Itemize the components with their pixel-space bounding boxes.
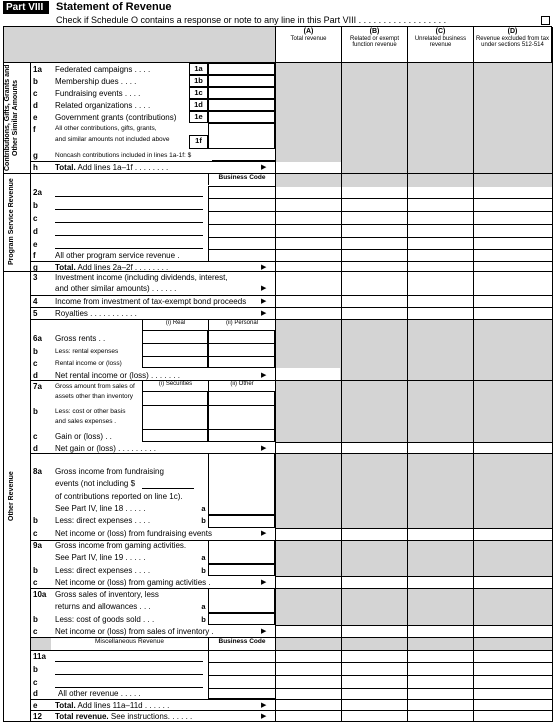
line-10a-num: 10a [33,590,47,599]
line-2c-field[interactable] [55,222,203,223]
row-divider [30,699,552,700]
line-10b-num: b [33,615,38,624]
arrow-icon: ▶ [261,310,267,317]
row-divider [208,198,552,199]
business-code-header: Business Code [208,174,275,185]
line-1g-text: Noncash contributions included in lines 1a-1f: $ [55,152,192,159]
line-4-num: 4 [33,297,38,306]
line-11e-total: Total. [55,701,76,710]
line-8b-field[interactable] [208,515,275,528]
line-8a-box: a [201,504,206,513]
line-9b-box: b [201,566,206,575]
schedule-o-check-text: Check if Schedule O contains a response or note to any line in this Part VIII . . . . . . . . . . . . . . . . . . [56,15,447,25]
line-8c-num: c [33,529,38,538]
line-7b-text2: and sales expenses . [55,418,117,425]
line-1f-num: f [33,125,36,134]
line-2g-text: Add lines 2a–2f . . . . . . . . [77,263,169,272]
part-label: Part VIII [3,1,49,14]
personal-header: (ii) Personal [208,320,275,330]
col-line-d [473,63,474,722]
row-divider [275,625,552,626]
col-line-right [552,27,553,722]
line-7a-text1: Gross amount from sales of [55,383,135,390]
row-divider [208,688,552,689]
arrow-icon: ▶ [261,445,267,452]
line-1d-text: Related organizations . . . . [55,101,151,110]
arrow-icon: ▶ [261,285,267,292]
line-2b-field[interactable] [55,209,203,210]
shade-contrib-bcd [341,63,552,173]
line-9a-box: a [201,553,206,562]
line-7a-text2: assets other than inventory [55,393,134,400]
line-1h-total-field[interactable] [276,162,340,172]
line-10a-box: a [201,602,206,611]
line-1b-text: Membership dues . . . . [55,77,137,86]
line-8a-text2: events (not including $ [55,479,136,488]
real-header: (i) Real [142,320,208,330]
section-other: Other Revenue [8,471,15,522]
line-11c-field[interactable] [55,687,203,688]
line-2d-field[interactable] [55,235,203,236]
line-11e-num: e [33,701,38,710]
line-1c-text: Fundraising events . . . . [55,89,141,98]
row-divider [208,662,552,663]
misc-business-code-header: Business Code [208,638,275,650]
line-1e-field[interactable] [208,111,275,123]
col-c-header: (C) Unrelated business revenue [407,27,473,63]
line-1d-box: 1d [189,99,208,111]
line-11e-text: Add lines 11a–11d . . . . . . [77,701,170,710]
line-1a-num: 1a [33,65,42,74]
line-11d-num: d [33,689,38,698]
sales-other-fields[interactable] [208,391,275,442]
section-program: Program Service Revenue [8,178,15,266]
row-divider [208,224,552,225]
line-1a-text: Federated campaigns . . . . [55,65,151,74]
line-2c-num: c [33,214,38,223]
line-8a-num: 8a [33,467,42,476]
line-7b-text1: Less: cost or other basis [55,408,126,415]
col-d-header: (D) Revenue excluded from tax under sections 512-514 [473,27,552,63]
line-1h-total: Total. [55,163,76,172]
line-1h-num: h [33,163,38,172]
line-9a-text2: See Part IV, line 19 . . . . . [55,553,146,562]
line-9c-num: c [33,578,38,587]
line-7d-num: d [33,444,38,453]
line-7b-num: b [33,407,38,416]
line-3-text1: Investment income (including dividends, interest, [55,273,228,282]
line-3-num: 3 [33,273,38,282]
line-9b-num: b [33,566,38,575]
line-6a-text: Gross rents . . [55,334,106,343]
arrow-icon: ▶ [261,713,267,720]
arrow-icon: ▶ [261,628,267,635]
row-divider [30,295,552,296]
line-2f-num: f [33,251,36,260]
line-1f-box: 1f [189,135,208,149]
bottom-border [3,721,552,722]
line-3-text2: and other similar amounts) . . . . . . [55,284,177,293]
line-9a-text1: Gross income from gaming activities. [55,541,187,550]
other-header: (ii) Other [208,381,275,391]
line-8a-text1: Gross income from fundraising [55,467,164,476]
arrow-icon: ▶ [261,264,267,271]
line-11b-num: b [33,665,38,674]
line-6d-field[interactable] [276,368,340,380]
line-6d-text: Net rental income or (loss) . . . . . . . [55,371,180,380]
row-divider [30,307,552,308]
line-8b-box: b [201,516,206,525]
row-divider [30,380,552,381]
shade-fundraising [275,453,552,528]
row-divider [142,356,275,357]
line-6c-num: c [33,359,38,368]
line-6a-num: 6a [33,334,42,343]
row-divider [30,588,552,589]
row-divider [30,173,552,174]
row-divider [30,710,552,711]
line-10a-text1: Gross sales of inventory, less [55,590,159,599]
line-1c-field[interactable] [208,87,275,99]
line-2b-num: b [33,201,38,210]
line-9c-text: Net income or (loss) from gaming activities . [55,578,211,587]
rents-personal-fields[interactable] [208,330,275,368]
row-divider [30,261,552,262]
row-divider [208,237,552,238]
line-1b-box: 1b [189,75,208,87]
line-1h-text: Add lines 1a–1f . . . . . . . . [77,163,169,172]
line-1e-text: Government grants (contributions) [55,113,177,122]
line-11a-field[interactable] [55,661,203,662]
line-5-text: Royalties . . . . . . . . . . . [55,309,137,318]
misc-num-shade [31,638,51,650]
row-divider [30,271,552,272]
row-divider [142,429,275,430]
line-11d-text: All other revenue . . . . . [58,689,141,698]
line-8a-contrib-field[interactable] [142,488,194,489]
line-10c-text: Net income or (loss) from sales of inventory . [55,627,214,636]
line-8b-text: Less: direct expenses . . . . [55,516,151,525]
shade-program-head [275,173,552,187]
line-2e-field[interactable] [55,248,203,249]
line-1c-num: c [33,89,38,98]
line-10c-num: c [33,627,38,636]
line-1d-num: d [33,101,38,110]
shade-inventory [275,588,552,625]
col-b-header: (B) Related or exempt function revenue [341,27,407,63]
line-5-num: 5 [33,309,38,318]
line-2a-field[interactable] [55,196,203,197]
securities-header: (i) Securities [142,381,208,391]
line-1f-text2: and similar amounts not included above [55,136,170,143]
line-1e-box: 1e [189,111,208,123]
sales-securities-fields[interactable] [142,391,208,442]
row-divider [30,453,552,454]
header-shade [3,27,275,63]
line-10a-field[interactable] [208,588,275,613]
line-7a-num: 7a [33,382,42,391]
row-divider [208,675,552,676]
col-line-c [407,63,408,722]
row-divider [275,576,552,577]
col-line-b [341,63,342,722]
part-title: Statement of Revenue [56,1,172,13]
col-a-header: (A) Total revenue [275,27,341,63]
rents-real-fields[interactable] [142,330,208,368]
line-8a-field[interactable] [208,453,275,515]
line-2a-num: 2a [33,188,42,197]
line-9a-num: 9a [33,541,42,550]
line-7c-num: c [33,432,38,441]
line-2d-num: d [33,227,38,236]
line-1f-field[interactable] [208,123,275,149]
line-11a-num: 11a [33,652,46,661]
line-1d-field[interactable] [208,99,275,111]
line-1a-box: 1a [189,63,208,75]
row-divider [142,405,275,406]
line-8a-text4: See Part IV, line 18 . . . . . [55,504,146,513]
line-12-text: See instructions. . . . . . [110,712,193,721]
arrow-icon: ▶ [261,298,267,305]
row-divider [30,319,552,320]
row-divider [142,343,275,344]
line-9a-field[interactable] [208,540,275,564]
line-9b-text: Less: direct expenses . . . . [55,566,151,575]
line-11c-num: c [33,678,38,687]
line-4-text: Income from investment of tax-exempt bond proceeds [55,297,247,306]
line-8a-text3: of contributions reported on line 1c). [55,492,183,501]
line-12-total: Total revenue. [55,712,109,721]
line-1g-num: g [33,151,38,160]
row-divider [208,249,552,250]
line-8c-text: Net income or (loss) from fundraising events [55,529,212,538]
line-6d-num: d [33,371,38,380]
line-10a-text2: returns and allowances . . . [55,602,151,611]
line-1b-field[interactable] [208,75,275,87]
line-1f-text1: All other contributions, gifts, grants, [55,125,157,132]
arrow-icon: ▶ [261,372,267,379]
line-8b-num: b [33,516,38,525]
arrow-icon: ▶ [261,702,267,709]
row-divider [30,650,552,651]
line-2e-num: e [33,240,38,249]
line-6b-text: Less: rental expenses [55,348,119,355]
line-10b-box: b [201,615,206,624]
line-2g-total: Total. [55,263,76,272]
shade-contrib-a [275,63,341,162]
line-12-num: 12 [33,712,42,721]
row-divider [275,442,552,443]
misc-revenue-header: Miscellaneous Revenue [94,638,164,645]
line-7c-text: Gain or (loss) . . [55,432,112,441]
shade-gaming [275,540,552,576]
row-divider [275,528,552,529]
line-1b-num: b [33,77,38,86]
line-9b-field[interactable] [208,564,275,576]
shade-rents-sales [275,320,552,442]
line-2g-num: g [33,263,38,272]
line-2f-text: All other program service revenue . [55,251,180,260]
section-contributions: Contributions, Gifts, Grants and Other Similar Amounts [4,64,19,172]
line-1c-box: 1c [189,87,208,99]
schedule-o-checkbox[interactable] [541,16,550,25]
line-6c-text: Rental income or (loss) [55,360,122,367]
arrow-icon: ▶ [261,164,267,171]
arrow-icon: ▶ [261,579,267,586]
line-11b-field[interactable] [55,674,203,675]
line-1a-field[interactable] [208,63,275,75]
row-divider [208,211,552,212]
line-7d-text: Net gain or (loss) . . . . . . . . . [55,444,156,453]
line-10b-text: Less: cost of goods sold . . . [55,615,155,624]
arrow-icon: ▶ [261,530,267,537]
line-10b-field[interactable] [208,613,275,625]
line-6b-num: b [33,347,38,356]
line-1e-num: e [33,113,38,122]
row-divider [30,161,275,162]
shade-misc-head [275,637,552,650]
